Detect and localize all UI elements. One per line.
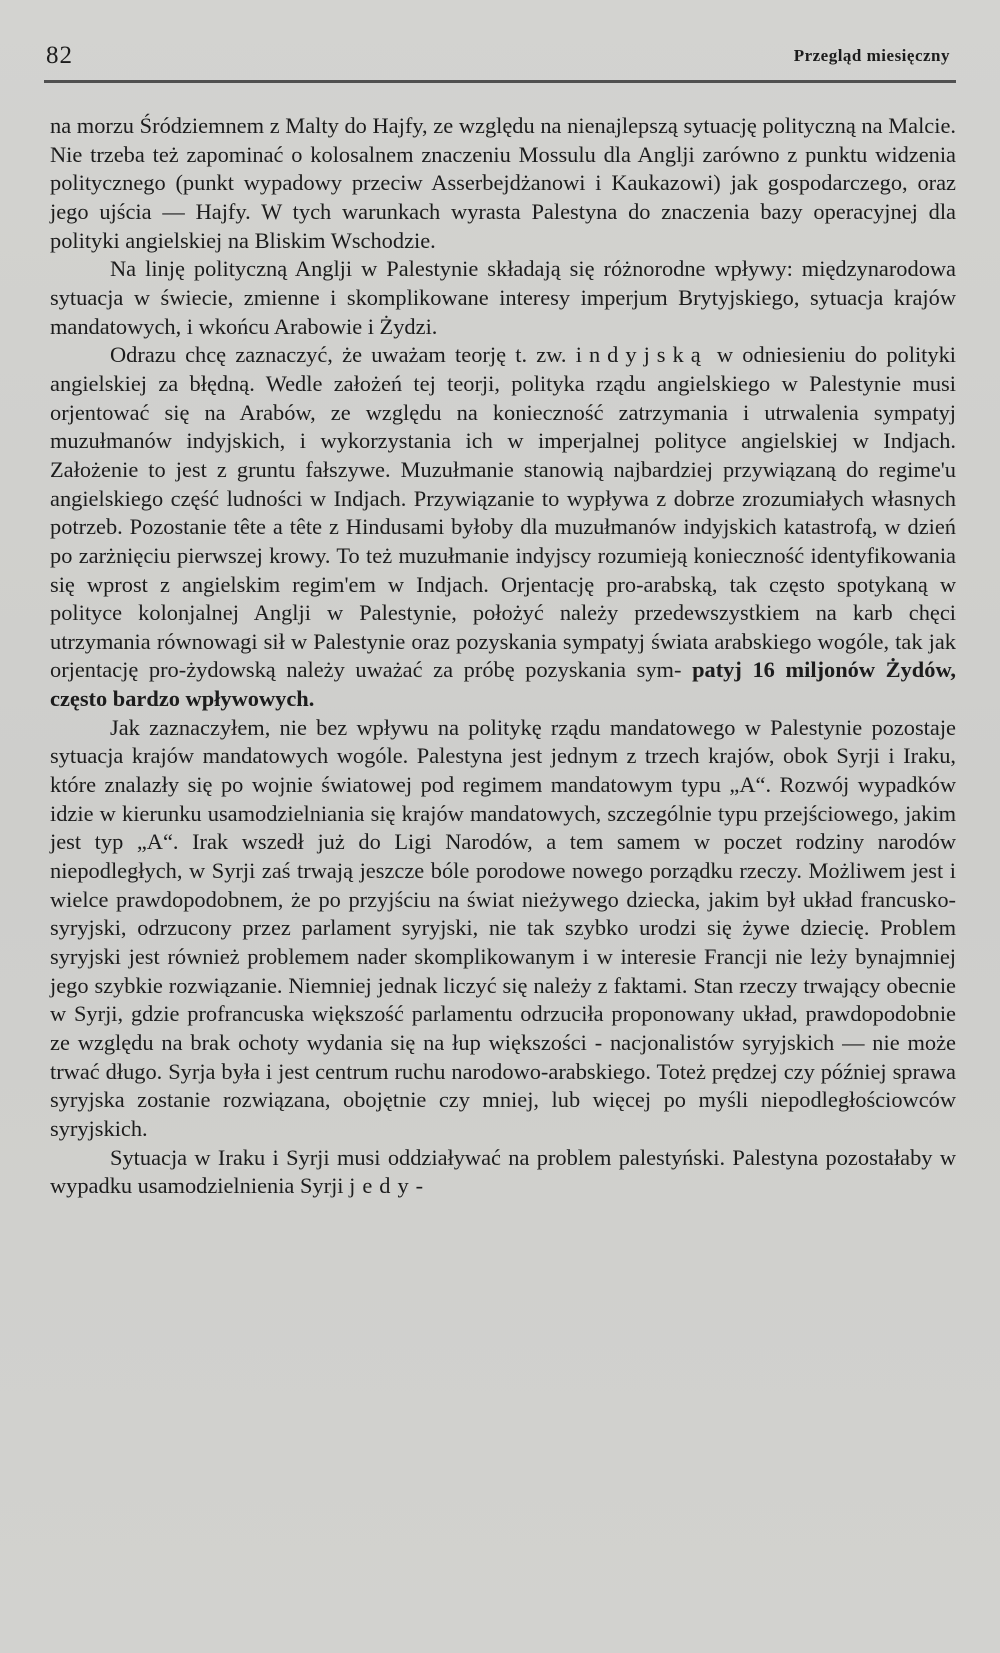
- bold-emphasis: patyj 16 miljonów Żydów, często bardzo wpływowych.: [50, 657, 956, 712]
- paragraph-3: [50, 341, 956, 714]
- spaced-emphasis: jedy-: [349, 1173, 431, 1199]
- spaced-emphasis: indyjską: [575, 342, 708, 368]
- paragraph-text: w odniesieniu do polityki angielskiej za błędną. Wedle założeń tej teorji, polityka rządu angielskiego w Palestynie musi orjentować się na Arabów, ze względu na konieczność zatrzymania i utrwalenia sympatyj muzułmanów indyjskich, i wykorzystania ich w imperjalnej polityce angielskiej w Indjach. Założenie to jest z gruntu fałszywe. Muzułmanie stanowią najbardziej przywiązaną do regime'u angielskiego część ludności w Indjach. Przywiązanie to wypływa z dobrze zrozumiałych własnych potrzeb. Pozostanie tête a tête z Hindusami byłoby dla muzułmanów indyjskich katastrofą, w dzień po zarżnięciu pierwszej krowy. To też muzułmanie indyjscy rozumieją konieczność identyfikowania się wprost z angielskim regim'em w Indjach. Orjentację pro-arabską, tak często spotykaną w polityce kolonjalnej Anglji w Palestynie, położyć należy przedewszystkiem na karb chęci utrzymania równowagi sił w Palestynie oraz pozyskania sympatyj świata arabskiego wogóle, tak jak orjentację pro-żydowską należy uważać za próbę pozyskania sym-: [50, 342, 956, 683]
- paragraph-text: Sytuacja w Iraku i Syrji musi oddziaływać na problem palestyński. Palestyna pozostałaby w wypadku usamodzielnienia Syrji: [50, 1144, 956, 1199]
- paragraph-text: na morzu Śródziemnem z Malty do Hajfy, ze względu na nienajlepszą sytuację polityczną na Malcie. Nie trzeba też zapominać o kolosalnem znaczeniu Mossulu dla Anglji zarówno z punktu widzenia politycznego (punkt wypadowy przeciw Asserbejdżanowi i Kaukazowi) jak gospodarczego, oraz jego ujścia — Hajfy. W tych warunkach wyrasta Palestyna do znaczenia bazy operacyjnej dla polityki angielskiej na Bliskim Wschodzie.: [50, 113, 956, 253]
- paragraph-text: Na linję polityczną Anglji w Palestynie składają się różnorodne wpływy: międzynarodowa sytuacja w świecie, zmienne i skomplikowane interesy imperjum Brytyjskiego, sytuacja krajów mandatowych, i wkońcu Arabowie i Żydzi.: [50, 256, 956, 339]
- paragraph-4: [50, 714, 956, 1144]
- header-rule: [44, 80, 956, 83]
- paragraph-1: [50, 112, 956, 255]
- page-header: [46, 42, 956, 76]
- running-head: Przegląd miesięczny: [793, 46, 950, 65]
- paragraph-text: Odrazu chcę zaznaczyć, że uważam teorję t. zw.: [110, 342, 567, 368]
- paragraph-2: [50, 255, 956, 341]
- paragraph-text: Jak zaznaczyłem, nie bez wpływu na politykę rządu mandatowego w Palestynie pozostaje sytuacja krajów mandatowych wogóle. Palestyna jest jednym z trzech krajów, obok Syrji i Iraku, które znalazły się po wojnie światowej pod regimem mandatowym typu „A“. Rozwój wypadków idzie w kierunku usamodzielniania się krajów mandatowych, szczególnie typu przejściowego, jakim jest typ „A“. Irak wszedł już do Ligi Narodów, a tem samem w poczet rodziny narodów niepodległych, w Syrji zaś trwają jeszcze bóle porodowe nowego porządku rzeczy. Możliwem jest i wielce prawdopodobnem, że po przyjściu na świat nieżywego dziecka, jakim był układ francusko-syryjski, odrzucony przez parlament syryjski, nie tak szybko urodzi się żywe dziecię. Problem syryjski jest również problemem nader skomplikowanym i w interesie Francji nie leży bynajmniej jego szybkie rozwiązanie. Niemniej jednak liczyć się należy z faktami. Stan rzeczy trwający obecnie w Syrji, gdzie profrancuska większość parlamentu odrzuciła proponowany układ, prawdopodobnie ze względu na brak ochoty wydania się na łup większości - nacjonalistów syryjskich — nie może trwać długo. Syrja była i jest centrum ruchu narodowo-arabskiego. Toteż prędzej czy później sprawa syryjska zostanie rozwiązana, obojętnie czy mniej, lub więcej po myśli niepodległościowców syryjskich.: [50, 714, 956, 1141]
- article-body: [50, 112, 956, 1201]
- page-number: 82: [46, 42, 73, 69]
- paragraph-5: [50, 1144, 956, 1201]
